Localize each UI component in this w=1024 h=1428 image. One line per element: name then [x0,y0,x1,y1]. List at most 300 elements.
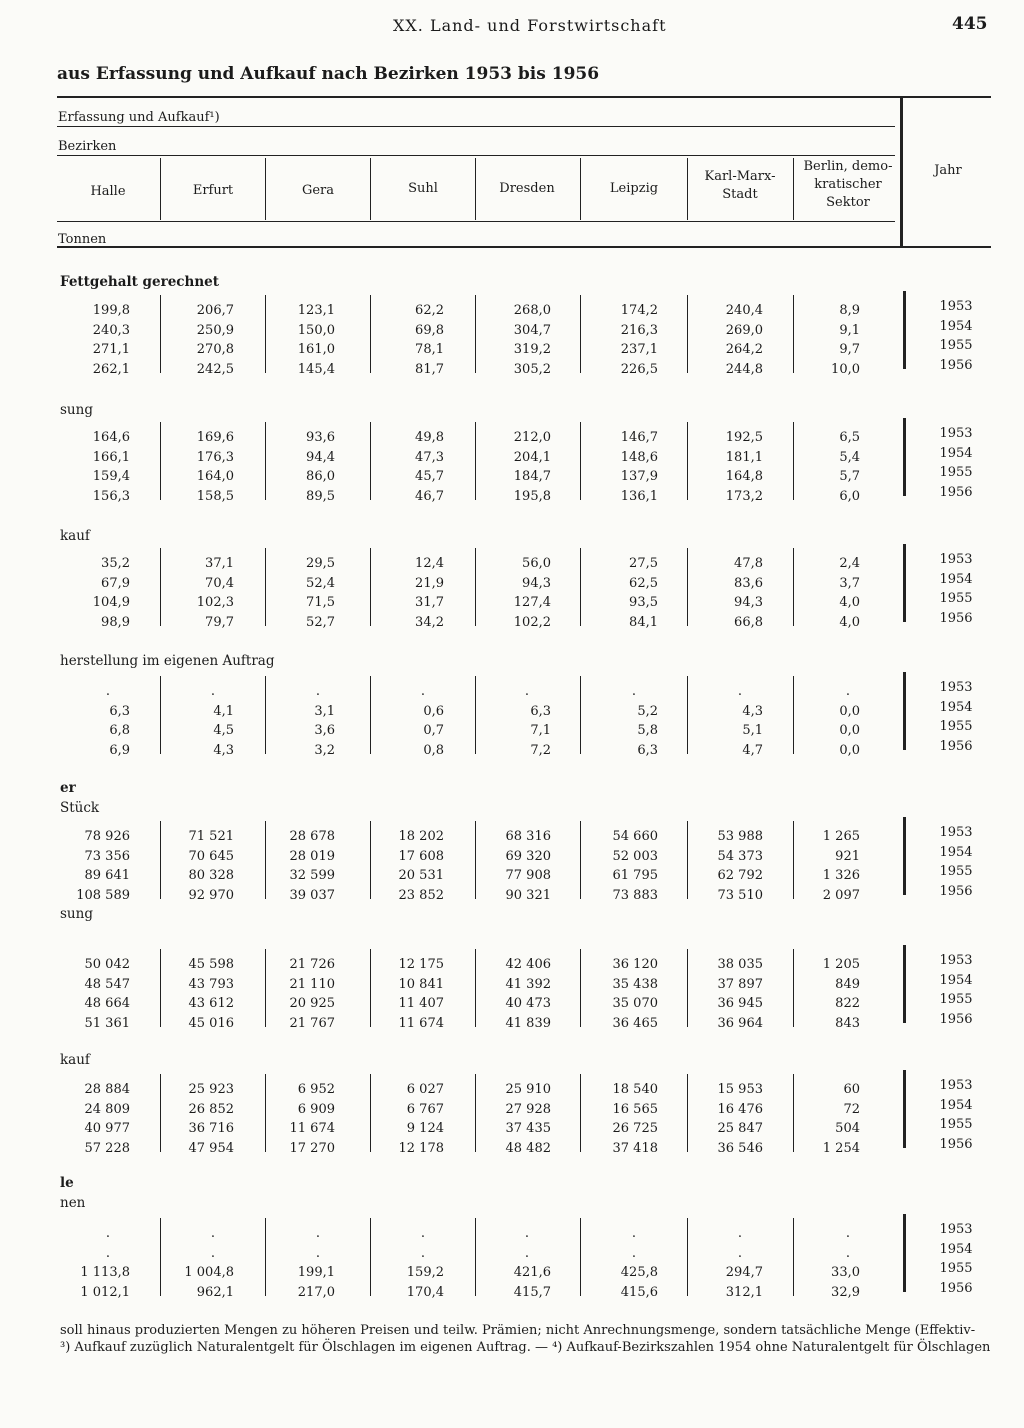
table-cell: 6,8 [109,723,130,738]
column-header: Dresden [499,181,555,196]
table-cell: 4,5 [213,723,234,738]
year-cell: 1956 [939,484,973,500]
table-cell: 270,8 [196,342,234,357]
header-rule-1 [57,126,895,127]
year-cell: 1956 [939,883,973,899]
header-column-divider [160,158,161,220]
year-column-divider [900,96,903,246]
table-cell: 50 042 [84,957,130,972]
table-cell: 62,5 [629,575,658,591]
column-divider [160,422,161,500]
table-cell: 9,1 [839,322,860,338]
table-cell: 6 909 [297,1101,335,1117]
table-cell: 54 660 [612,829,658,844]
table-cell: 73 510 [717,887,763,903]
year-cell: 1955 [939,1117,973,1132]
table-cell: 27 928 [505,1101,551,1117]
table-cell: 79,7 [205,614,234,630]
table-cell: 73 356 [84,848,130,864]
table-cell: 156,3 [92,488,130,504]
year-divider [903,1070,906,1148]
table-cell: 3,2 [314,742,335,758]
table-cell: 66,8 [734,614,763,630]
table-cell: 150,0 [297,322,335,338]
year-cell: 1953 [939,552,973,567]
column-divider [370,295,371,373]
header-column-divider [687,158,688,220]
table-cell: 3,1 [314,703,335,719]
table-cell: 93,6 [306,430,335,445]
table-cell: 32,9 [831,1284,860,1300]
year-cell: 1953 [939,426,973,441]
table-cell: 5,2 [637,703,658,719]
column-divider [580,1074,581,1152]
table-cell: 56,0 [522,556,551,571]
table-cell: 70 645 [188,848,234,864]
table-cell: 21 726 [289,957,335,972]
table-cell: 0,0 [839,703,860,719]
table-cell: 304,7 [513,322,551,338]
table-cell: 312,1 [725,1284,763,1300]
table-cell: 36 546 [717,1140,763,1156]
table-cell: . [105,1226,111,1241]
table-cell: . [210,1245,216,1261]
table-cell: . [631,1226,637,1241]
column-divider [580,548,581,626]
table-cell: . [737,684,743,699]
section-label: er [60,780,76,796]
column-header: Gera [301,183,335,198]
table-cell: . [105,684,111,699]
header-top-rule [57,96,991,98]
table-cell: 21 767 [289,1015,335,1031]
year-cell: 1954 [939,844,973,860]
header-bottom-rule [57,246,991,248]
table-cell: 49,8 [415,430,444,445]
table-cell: 24 809 [84,1101,130,1117]
table-cell: 9,7 [839,342,860,357]
table-cell: 127,4 [513,595,551,610]
table-cell: 212,0 [513,430,551,445]
table-cell: 36 716 [188,1121,234,1136]
column-divider [370,676,371,754]
table-cell: 69,8 [415,322,444,338]
table-cell: 41 839 [505,1015,551,1031]
table-cell: 28 019 [289,848,335,864]
table-cell: 23 852 [398,887,444,903]
table-cell: 89,5 [306,488,335,504]
table-cell: 102,3 [196,595,234,610]
table-cell: 1 265 [822,829,860,844]
table-cell: 166,1 [92,449,130,465]
table-cell: 16 565 [612,1101,658,1117]
table-cell: 271,1 [92,342,130,357]
table-cell: 6,3 [530,703,551,719]
table-cell: 52,7 [306,614,335,630]
table-cell: 94,3 [734,595,763,610]
column-divider [687,1218,688,1296]
year-cell: 1955 [939,591,973,606]
header-column-divider [370,158,371,220]
table-cell: 4,1 [213,703,234,719]
header-column-divider [580,158,581,220]
table-cell: 204,1 [513,449,551,465]
table-cell: 199,8 [92,303,130,318]
table-cell: 104,9 [92,595,130,610]
table-cell: . [631,684,637,699]
table-cell: 192,5 [725,430,763,445]
table-cell: 1 205 [822,957,860,972]
table-cell: 90 321 [505,887,551,903]
column-divider [370,422,371,500]
table-cell: 41 392 [505,976,551,992]
section-label: sung [60,906,93,922]
table-cell: 6,3 [637,742,658,758]
table-cell: 244,8 [725,361,763,377]
column-divider [580,949,581,1027]
table-cell: 71,5 [306,595,335,610]
header-unit: Tonnen [58,232,107,247]
table-cell: 6,0 [839,488,860,504]
table-cell: 174,2 [620,303,658,318]
table-cell: 319,2 [513,342,551,357]
table-cell: 39 037 [289,887,335,903]
table-cell: 1 004,8 [184,1265,234,1280]
table-cell: 921 [835,848,860,864]
header-column-divider [475,158,476,220]
table-cell: 4,0 [839,595,860,610]
table-cell: 45 016 [188,1015,234,1031]
table-cell: 70,4 [205,575,234,591]
table-cell: 415,6 [620,1284,658,1300]
table-cell: . [210,1226,216,1241]
table-cell: . [524,684,530,699]
table-cell: 98,9 [101,614,130,630]
year-cell: 1956 [939,357,973,373]
table-cell: 25 910 [505,1082,551,1097]
table-cell: 27,5 [629,556,658,571]
table-cell: 37 418 [612,1140,658,1156]
year-divider [903,672,906,750]
table-cell: 3,7 [839,575,860,591]
column-divider [580,821,581,899]
table-cell: 94,3 [522,575,551,591]
table-cell: 305,2 [513,361,551,377]
page-number: 445 [952,14,988,34]
table-cell: 4,3 [213,742,234,758]
table-cell: 52,4 [306,575,335,591]
year-cell: 1954 [939,1097,973,1113]
table-cell: 15 953 [717,1082,763,1097]
table-cell: 21 110 [289,976,335,992]
table-cell: 34,2 [415,614,444,630]
table-cell: 6,5 [839,430,860,445]
table-cell: 42 406 [505,957,551,972]
chapter-title: XX. Land- und Forstwirtschaft [393,16,667,35]
year-divider [903,1214,906,1292]
year-cell: 1955 [939,992,973,1007]
table-cell: 32 599 [289,868,335,883]
column-divider [475,1218,476,1296]
section-label: kauf [60,1052,90,1068]
header-row-2: Bezirken [58,139,117,154]
header-rule-2 [57,155,895,156]
table-cell: 10,0 [831,361,860,377]
year-divider [903,817,906,895]
table-cell: 68 316 [505,829,551,844]
year-cell: 1953 [939,1222,973,1237]
column-divider [160,949,161,1027]
table-cell: 51 361 [84,1015,130,1031]
table-cell: 45 598 [188,957,234,972]
column-header: Suhl [408,181,438,196]
table-cell: 33,0 [831,1265,860,1280]
footnote-1: soll hinaus produzierten Mengen zu höheren Preisen und teilw. Prämien; nicht Anrechnungsmenge, sondern tatsächliche Menge (Effektiv- [60,1323,976,1338]
year-divider [903,418,906,496]
table-cell: . [420,1226,426,1241]
column-divider [687,949,688,1027]
year-cell: 1953 [939,953,973,968]
table-cell: 136,1 [620,488,658,504]
table-cell: . [845,1245,851,1261]
table-cell: 83,6 [734,575,763,591]
table-cell: 169,6 [196,430,234,445]
year-cell: 1955 [939,465,973,480]
table-cell: 1 012,1 [80,1284,130,1300]
table-cell: 25 847 [717,1121,763,1136]
table-cell: 4,3 [742,703,763,719]
table-cell: 504 [835,1121,860,1136]
table-cell: 262,1 [92,361,130,377]
table-cell: 40 473 [505,996,551,1011]
column-header: Halle [90,184,126,199]
table-cell: 199,1 [297,1265,335,1280]
table-cell: 62 792 [717,868,763,883]
table-cell: 28 678 [289,829,335,844]
table-cell: 47,3 [415,449,444,465]
table-cell: . [315,1226,321,1241]
table-cell: 108 589 [76,887,130,903]
table-cell: 159,4 [92,469,130,484]
table-cell: 4,7 [742,742,763,758]
year-divider [903,291,906,369]
section-label: herstellung im eigenen Auftrag [60,653,275,669]
column-divider [580,676,581,754]
table-cell: . [315,684,321,699]
year-cell: 1956 [939,1136,973,1152]
table-cell: 43 612 [188,996,234,1011]
table-cell: 18 202 [398,829,444,844]
table-cell: 0,0 [839,742,860,758]
header-column-divider [793,158,794,220]
table-cell: 78,1 [415,342,444,357]
column-divider [160,821,161,899]
column-header: Berlin, demo- kratischer Sektor [803,159,893,210]
column-divider [687,676,688,754]
section-label: kauf [60,528,90,544]
column-divider [475,548,476,626]
year-divider [903,544,906,622]
table-cell: 184,7 [513,469,551,484]
year-divider [903,945,906,1023]
table-cell: 61 795 [612,868,658,883]
table-cell: 268,0 [513,303,551,318]
table-cell: 148,6 [620,449,658,465]
section-label: sung [60,402,93,418]
table-cell: 11 674 [289,1121,335,1136]
table-cell: 102,2 [513,614,551,630]
table-cell: 29,5 [306,556,335,571]
column-divider [475,1074,476,1152]
table-cell: 2,4 [839,556,860,571]
table-cell: 6 027 [406,1082,444,1097]
table-cell: 242,5 [196,361,234,377]
column-divider [370,1074,371,1152]
table-cell: 206,7 [196,303,234,318]
year-cell: 1954 [939,318,973,334]
table-cell: 250,9 [196,322,234,338]
table-cell: 46,7 [415,488,444,504]
table-cell: 89 641 [84,868,130,883]
table-cell: 67,9 [101,575,130,591]
table-cell: 5,1 [742,723,763,738]
header-year: Jahr [934,163,962,178]
table-cell: 71 521 [188,829,234,844]
column-header: Leipzig [609,181,659,196]
table-cell: 35,2 [101,556,130,571]
table-cell: 48 664 [84,996,130,1011]
year-cell: 1954 [939,972,973,988]
column-divider [370,949,371,1027]
table-cell: 6,9 [109,742,130,758]
year-cell: 1954 [939,445,973,461]
year-cell: 1954 [939,699,973,715]
table-cell: 81,7 [415,361,444,377]
table-cell: 37,1 [205,556,234,571]
year-cell: 1955 [939,338,973,353]
table-cell: 6,3 [109,703,130,719]
table-cell: 20 925 [289,996,335,1011]
table-cell: . [631,1245,637,1261]
table-cell: 216,3 [620,322,658,338]
column-divider [475,821,476,899]
table-cell: . [845,1226,851,1241]
table-cell: 80 328 [188,868,234,883]
table-cell: 962,1 [196,1284,234,1300]
table-cell: 2 097 [822,887,860,903]
column-divider [580,422,581,500]
table-cell: 195,8 [513,488,551,504]
table-cell: 21,9 [415,575,444,591]
year-cell: 1953 [939,299,973,314]
table-cell: 6 952 [297,1082,335,1097]
table-cell: 294,7 [725,1265,763,1280]
table-cell: 36 465 [612,1015,658,1031]
table-cell: . [210,684,216,699]
table-cell: 158,5 [196,488,234,504]
column-divider [687,1074,688,1152]
column-divider [475,295,476,373]
table-cell: 237,1 [620,342,658,357]
table-cell: 3,6 [314,723,335,738]
year-cell: 1956 [939,738,973,754]
table-cell: 849 [835,976,860,992]
table-cell: 92 970 [188,887,234,903]
year-cell: 1956 [939,1011,973,1027]
table-cell: 36 945 [717,996,763,1011]
table-cell: 1 113,8 [80,1265,130,1280]
column-header: Erfurt [192,183,234,198]
table-cell: 77 908 [505,868,551,883]
table-cell: 11 674 [398,1015,444,1031]
table-cell: 36 120 [612,957,658,972]
column-divider [475,422,476,500]
column-divider [370,821,371,899]
table-cell: 73 883 [612,887,658,903]
column-divider [160,295,161,373]
table-cell: 164,6 [92,430,130,445]
table-cell: 28 884 [84,1082,130,1097]
table-cell: 164,8 [725,469,763,484]
table-cell: 93,5 [629,595,658,610]
section-label: Fettgehalt gerechnet [60,274,219,290]
table-cell: 843 [835,1015,860,1031]
table-cell: 145,4 [297,361,335,377]
column-divider [160,1218,161,1296]
table-cell: 72 [843,1101,860,1117]
table-cell: 38 035 [717,957,763,972]
table-cell: 181,1 [725,449,763,465]
table-cell: . [420,1245,426,1261]
table-cell: 0,0 [839,723,860,738]
table-cell: 421,6 [513,1265,551,1280]
table-cell: 0,6 [423,703,444,719]
header-rule-3 [57,221,895,222]
year-cell: 1955 [939,864,973,879]
table-cell: 52 003 [612,848,658,864]
column-header: Karl-Marx- Stadt [704,169,776,202]
table-cell: 84,1 [629,614,658,630]
table-cell: 48 547 [84,976,130,992]
year-cell: 1956 [939,1280,973,1296]
table-cell: 45,7 [415,469,444,484]
table-cell: . [315,1245,321,1261]
table-cell: 161,0 [297,342,335,357]
column-divider [580,1218,581,1296]
table-cell: 8,9 [839,303,860,318]
column-divider [687,548,688,626]
table-cell: 822 [835,996,860,1011]
table-cell: 164,0 [196,469,234,484]
table-cell: 69 320 [505,848,551,864]
table-cell: 94,4 [306,449,335,465]
table-cell: 48 482 [505,1140,551,1156]
table-cell: 6 767 [406,1101,444,1117]
column-divider [370,1218,371,1296]
column-divider [475,676,476,754]
table-cell: 5,8 [637,723,658,738]
column-divider [160,548,161,626]
table-cell: . [737,1245,743,1261]
table-cell: 57 228 [84,1140,130,1156]
table-title: aus Erfassung und Aufkauf nach Bezirken 1953 bis 1956 [57,64,600,84]
table-cell: 26 725 [612,1121,658,1136]
table-cell: 4,0 [839,614,860,630]
column-divider [370,548,371,626]
table-cell: 60 [843,1082,860,1097]
table-cell: 37 897 [717,976,763,992]
table-cell: 217,0 [297,1284,335,1300]
